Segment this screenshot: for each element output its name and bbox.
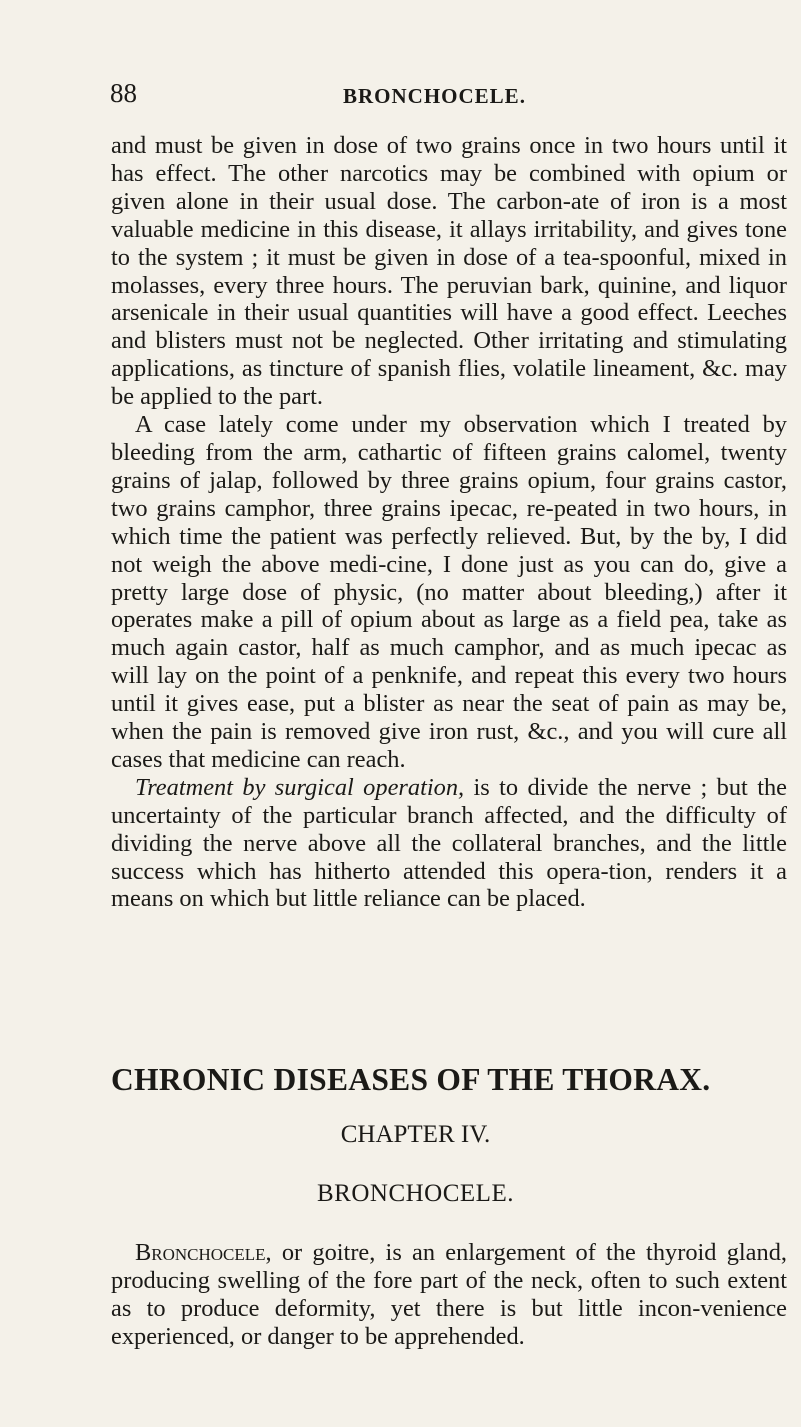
- page-number: 88: [110, 78, 137, 108]
- surgical-treatment-text: is to divide the nerve ; but the uncertainty of the particular branch affected, and the difficulty of dividing the nerve above all the collateral branches, and the little success which has hitherto attended this opera-tion, renders it a means on which but little reliance can be placed.: [111, 773, 787, 913]
- bronchocele-text: or goitre, is an enlargement of the thyroid gland, producing swelling of the fore part of the neck, often to such extent as to produce deformity, yet there is but little incon-venience experienced, or danger to be apprehended.: [111, 1239, 787, 1350]
- chapter-title: BRONCHOCELE.: [317, 1180, 514, 1207]
- paragraph-case-report: A case lately come under my observation which I treated by bleeding from the arm, cathartic of fifteen grains calomel, twenty grains of jalap, followed by three grains opium, four grains castor, two grains camphor, three grains ipecac, re-peated in two hours, in which time the patient was perfectly relieved. But, by the by, I did not weigh the above medi-cine, I done just as you can do, give a pretty large dose of physic, (no matter about bleeding,) after it operates make a pill of opium about as large as a field pea, take as much again castor, half as much camphor, and as much ipecac as will lay on the point of a penknife, and repeat this every two hours until it gives ease, put a blister as near the seat of pain as may be, when the pain is removed give iron rust, &c., and you will cure all cases that medicine can reach.: [111, 411, 787, 773]
- paragraph-surgical-treatment: [111, 774, 787, 914]
- running-title: BRONCHOCELE.: [343, 84, 526, 108]
- closing-text: [111, 1239, 787, 1351]
- surgical-treatment-lead: Treatment by surgical operation,: [135, 773, 465, 801]
- body-text: [111, 132, 787, 913]
- paragraph-narcotics-treatment: and must be given in dose of two grains once in two hours until it has effect. The other narcotics may be combined with opium or given alone in their usual dose. The carbon-ate of iron is a most valuable medicine in this disease, it allays irritability, and gives tone to the system ; it must be given in dose of a tea-spoonful, mixed in molasses, every three hours. The peruvian bark, quinine, and liquor arsenicale in their usual quantities will have a good effect. Leeches and blisters must not be neglected. Other irritating and stimulating applications, as tincture of spanish flies, volatile lineament, &c. may be applied to the part.: [111, 132, 787, 411]
- running-head: [110, 78, 770, 114]
- paragraph-bronchocele-definition: [111, 1239, 787, 1351]
- chapter-heading: CHAPTER IV.: [340, 1121, 491, 1148]
- bronchocele-lead: Bronchocele,: [135, 1239, 272, 1266]
- section-heading: CHRONIC DISEASES OF THE THORAX.: [111, 1062, 711, 1097]
